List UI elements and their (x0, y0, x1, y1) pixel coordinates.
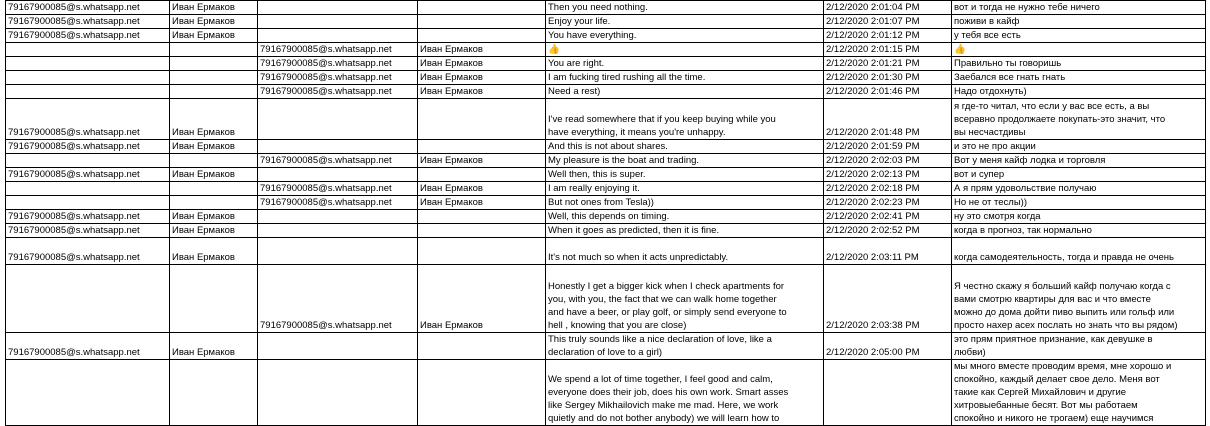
sender-cell (6, 265, 170, 333)
message-text-cell: Well then, this is super. (546, 168, 824, 182)
translation-cell: мы много вместе проводим время, мне хорошо и спокойно, каждый делает свое дело. Меня вот такие как Сергей Михайлович и другие хитровыебанные бесят. Вот мы работаем спокойно и никого не трогаем) еще научимся (952, 360, 1206, 426)
sender-name-cell: Иван Ермаков (170, 29, 258, 43)
recipient-name-cell (418, 168, 546, 182)
recipient-cell: 79167900085@s.whatsapp.net (258, 154, 418, 168)
recipient-name-cell (418, 360, 546, 426)
sender-cell (6, 57, 170, 71)
recipient-cell: 79167900085@s.whatsapp.net (258, 43, 418, 57)
recipient-name-cell: Иван Ермаков (418, 196, 546, 210)
sender-cell: 79167900085@s.whatsapp.net (6, 238, 170, 265)
timestamp-cell: 2/12/2020 2:02:13 PM (824, 168, 952, 182)
sender-name-cell (170, 43, 258, 57)
sender-cell (6, 196, 170, 210)
recipient-cell (258, 15, 418, 29)
message-text-cell: Enjoy your life. (546, 15, 824, 29)
recipient-cell (258, 360, 418, 426)
table-row (6, 15, 1206, 29)
sender-cell: 79167900085@s.whatsapp.net (6, 224, 170, 238)
message-text-cell: My pleasure is the boat and trading. (546, 154, 824, 168)
timestamp-cell: 2/12/2020 2:01:30 PM (824, 71, 952, 85)
sender-cell: 79167900085@s.whatsapp.net (6, 1, 170, 15)
sender-name-cell: Иван Ермаков (170, 140, 258, 154)
timestamp-cell: 2/12/2020 2:03:11 PM (824, 238, 952, 265)
timestamp-cell: 2/12/2020 2:01:46 PM (824, 85, 952, 99)
sender-name-cell: Иван Ермаков (170, 333, 258, 360)
recipient-cell: 79167900085@s.whatsapp.net (258, 71, 418, 85)
sender-name-cell (170, 57, 258, 71)
recipient-cell: 79167900085@s.whatsapp.net (258, 57, 418, 71)
table-row (6, 196, 1206, 210)
message-text-cell: You have everything. (546, 29, 824, 43)
sender-name-cell (170, 182, 258, 196)
timestamp-cell: 2/12/2020 2:01:48 PM (824, 99, 952, 140)
translation-cell: это прям приятное признание, как девушке в любви) (952, 333, 1206, 360)
translation-cell: 👍 (952, 43, 1206, 57)
recipient-name-cell: Иван Ермаков (418, 182, 546, 196)
recipient-cell (258, 238, 418, 265)
recipient-cell: 79167900085@s.whatsapp.net (258, 182, 418, 196)
sender-cell: 79167900085@s.whatsapp.net (6, 15, 170, 29)
table-row (6, 43, 1206, 57)
translation-cell: Надо отдохнуть) (952, 85, 1206, 99)
message-text-cell: We spend a lot of time together, I feel good and calm, everyone does their job, does his own work. Smart asses like Sergey Mikhailovich make me mad. Here, we work quietly and do not bother anybody) we will learn how to (546, 360, 824, 426)
translation-cell: А я прям удовольствие получаю (952, 182, 1206, 196)
timestamp-cell: 2/12/2020 2:01:04 PM (824, 1, 952, 15)
sender-cell: 79167900085@s.whatsapp.net (6, 99, 170, 140)
recipient-name-cell (418, 1, 546, 15)
table-row (6, 238, 1206, 265)
sender-name-cell: Иван Ермаков (170, 15, 258, 29)
sender-name-cell (170, 85, 258, 99)
recipient-cell (258, 210, 418, 224)
recipient-cell (258, 224, 418, 238)
table-row (6, 154, 1206, 168)
message-text-cell: Well, this depends on timing. (546, 210, 824, 224)
message-text-cell: Honestly I get a bigger kick when I check apartments for you, with you, the fact that we can walk home together and have a beer, or play golf, or simply send everyone to hell , knowing that you are close) (546, 265, 824, 333)
message-text-cell: You are right. (546, 57, 824, 71)
sender-cell (6, 71, 170, 85)
table-row (6, 333, 1206, 360)
sender-name-cell: Иван Ермаков (170, 168, 258, 182)
sender-cell: 79167900085@s.whatsapp.net (6, 29, 170, 43)
message-text-cell: Then you need nothing. (546, 1, 824, 15)
table-row (6, 265, 1206, 333)
table-row (6, 224, 1206, 238)
table-row (6, 210, 1206, 224)
translation-cell: Но не от теслы)) (952, 196, 1206, 210)
recipient-cell (258, 140, 418, 154)
timestamp-cell: 2/12/2020 2:01:59 PM (824, 140, 952, 154)
timestamp-cell: 2/12/2020 2:01:15 PM (824, 43, 952, 57)
table-row (6, 57, 1206, 71)
message-text-cell: Need a rest) (546, 85, 824, 99)
sender-name-cell (170, 196, 258, 210)
sender-cell (6, 43, 170, 57)
translation-cell: ну это смотря когда (952, 210, 1206, 224)
recipient-cell: 79167900085@s.whatsapp.net (258, 85, 418, 99)
message-text-cell: This truly sounds like a nice declaration of love, like a declaration of love to a girl) (546, 333, 824, 360)
timestamp-cell: 2/12/2020 2:03:38 PM (824, 265, 952, 333)
recipient-name-cell: Иван Ермаков (418, 265, 546, 333)
timestamp-cell: 2/12/2020 2:01:07 PM (824, 15, 952, 29)
translation-cell: и это не про акции (952, 140, 1206, 154)
recipient-name-cell: Иван Ермаков (418, 154, 546, 168)
message-text-cell: I've read somewhere that if you keep buying while you have everything, it means you're unhappy. (546, 99, 824, 140)
translation-cell: я где-то читал, что если у вас все есть, а вы всеравно продолжаете покупать-это значит, что вы несчастдивы (952, 99, 1206, 140)
recipient-name-cell: Иван Ермаков (418, 43, 546, 57)
recipient-cell (258, 99, 418, 140)
table-row (6, 360, 1206, 426)
recipient-name-cell (418, 210, 546, 224)
sender-cell: 79167900085@s.whatsapp.net (6, 210, 170, 224)
timestamp-cell: 2/12/2020 2:01:21 PM (824, 57, 952, 71)
recipient-name-cell (418, 238, 546, 265)
translation-cell: когда самодеятельность, тогда и правда не очень (952, 238, 1206, 265)
sender-name-cell: Иван Ермаков (170, 224, 258, 238)
table-row (6, 1, 1206, 15)
recipient-cell (258, 333, 418, 360)
recipient-name-cell: Иван Ермаков (418, 85, 546, 99)
timestamp-cell: 2/12/2020 2:02:18 PM (824, 182, 952, 196)
sender-cell (6, 154, 170, 168)
translation-cell: когда в прогноз, так нормально (952, 224, 1206, 238)
sender-cell: 79167900085@s.whatsapp.net (6, 168, 170, 182)
sender-cell (6, 182, 170, 196)
sender-cell: 79167900085@s.whatsapp.net (6, 140, 170, 154)
recipient-name-cell (418, 15, 546, 29)
sender-cell (6, 85, 170, 99)
sender-name-cell (170, 265, 258, 333)
recipient-name-cell (418, 99, 546, 140)
message-text-cell: I am really enjoying it. (546, 182, 824, 196)
translation-cell: у тебя все есть (952, 29, 1206, 43)
sender-name-cell: Иван Ермаков (170, 210, 258, 224)
sender-name-cell: Иван Ермаков (170, 99, 258, 140)
table-row (6, 85, 1206, 99)
translation-cell: вот и супер (952, 168, 1206, 182)
message-text-cell: When it goes as predicted, then it is fine. (546, 224, 824, 238)
timestamp-cell: 2/12/2020 2:05:00 PM (824, 333, 952, 360)
timestamp-cell: 2/12/2020 2:02:23 PM (824, 196, 952, 210)
sender-name-cell: Иван Ермаков (170, 238, 258, 265)
translation-cell: Правильно ты говоришь (952, 57, 1206, 71)
table-row (6, 168, 1206, 182)
message-text-cell: I am fucking tired rushing all the time. (546, 71, 824, 85)
message-text-cell: And this is not about shares. (546, 140, 824, 154)
sender-name-cell (170, 360, 258, 426)
sender-cell: 79167900085@s.whatsapp.net (6, 333, 170, 360)
recipient-cell (258, 29, 418, 43)
recipient-name-cell (418, 140, 546, 154)
message-text-cell: It's not much so when it acts unpredictably. (546, 238, 824, 265)
recipient-cell: 79167900085@s.whatsapp.net (258, 265, 418, 333)
timestamp-cell: 2/12/2020 2:02:52 PM (824, 224, 952, 238)
timestamp-cell (824, 360, 952, 426)
timestamp-cell: 2/12/2020 2:02:03 PM (824, 154, 952, 168)
recipient-name-cell (418, 224, 546, 238)
recipient-name-cell (418, 333, 546, 360)
sender-name-cell (170, 71, 258, 85)
table-row (6, 140, 1206, 154)
timestamp-cell: 2/12/2020 2:02:41 PM (824, 210, 952, 224)
translation-cell: поживи в кайф (952, 15, 1206, 29)
table-row (6, 99, 1206, 140)
table-row (6, 182, 1206, 196)
translation-cell: Вот у меня кайф лодка и торговля (952, 154, 1206, 168)
messages-table (5, 0, 1206, 426)
sender-name-cell: Иван Ермаков (170, 1, 258, 15)
translation-cell: вот и тогда не нужно тебе ничего (952, 1, 1206, 15)
recipient-cell: 79167900085@s.whatsapp.net (258, 196, 418, 210)
recipient-name-cell (418, 29, 546, 43)
sender-cell (6, 360, 170, 426)
translation-cell: Я честно скажу я больший кайф получаю когда с вами смотрю квартиры для вас и что вместе можно до дома дойти пиво выпить или гольф или просто нахер асех послать но знать что вы рядом) (952, 265, 1206, 333)
recipient-name-cell: Иван Ермаков (418, 71, 546, 85)
table-row (6, 29, 1206, 43)
table-row (6, 71, 1206, 85)
recipient-cell (258, 1, 418, 15)
message-text-cell: 👍 (546, 43, 824, 57)
recipient-cell (258, 168, 418, 182)
timestamp-cell: 2/12/2020 2:01:12 PM (824, 29, 952, 43)
translation-cell: Заебался все гнать гнать (952, 71, 1206, 85)
message-text-cell: But not ones from Tesla)) (546, 196, 824, 210)
sender-name-cell (170, 154, 258, 168)
recipient-name-cell: Иван Ермаков (418, 57, 546, 71)
